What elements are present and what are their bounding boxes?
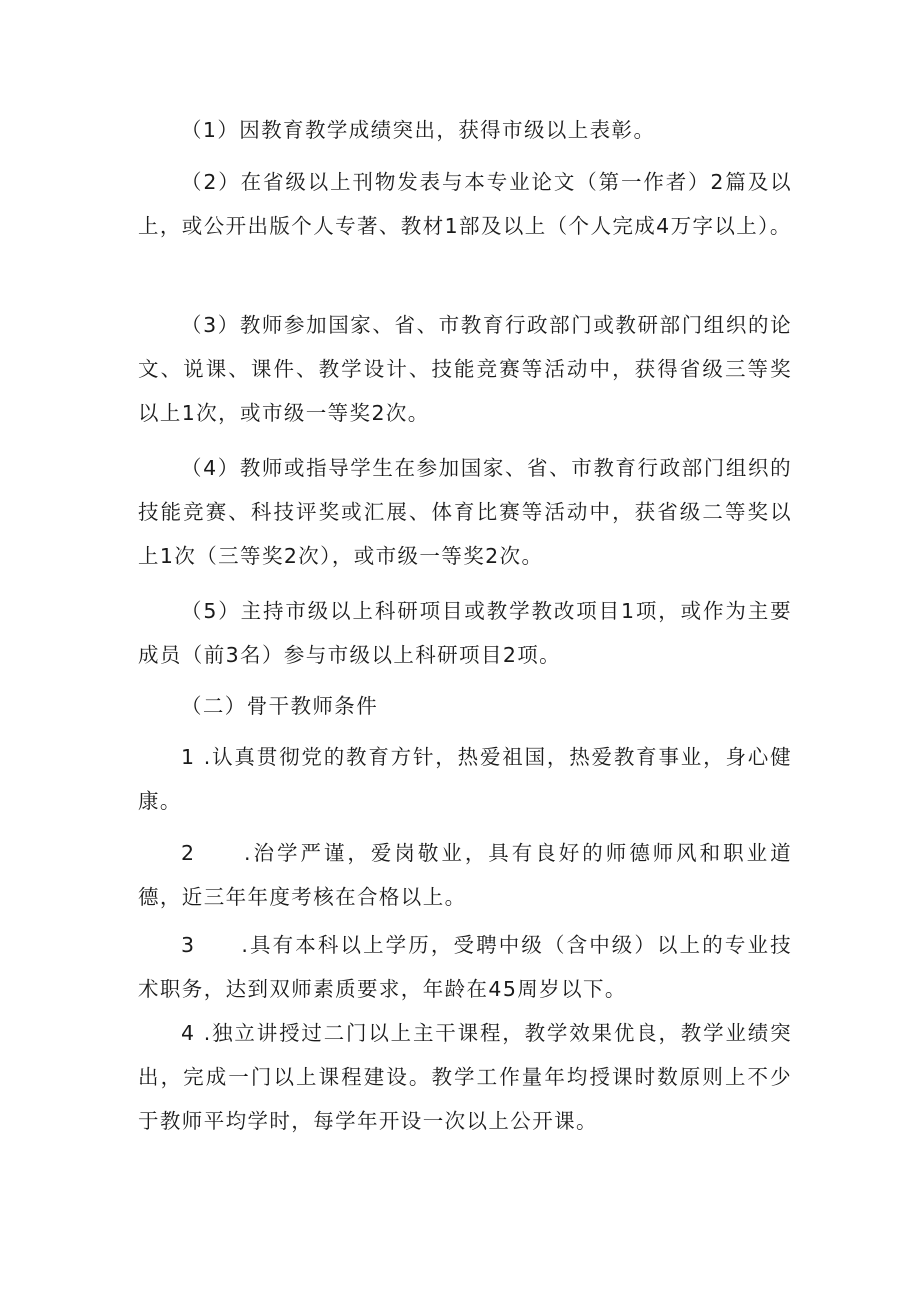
paragraph-student-guidance: （4）教师或指导学生在参加国家、省、市教育行政部门组织的技能竞赛、科技评奖或汇展、体育比赛等活动中，获省级二等奖以上1次（三等奖2次），或市级一等奖2次。 <box>138 456 792 568</box>
condition-item-1: 1 .认真贯彻党的教育方针，热爱祖国，热爱教育事业，身心健康。 <box>138 745 792 813</box>
paragraph-teaching-competitions: （3）教师参加国家、省、市教育行政部门或教研部门组织的论文、说课、课件、教学设计、技能竞赛等活动中，获得省级三等奖以上1次，或市级一等奖2次。 <box>138 313 792 425</box>
condition-item-3: 3 .具有本科以上学历，受聘中级（含中级）以上的专业技术职务，达到双师素质要求，年龄在45周岁以下。 <box>138 933 792 1001</box>
paragraph-publications: （2）在省级以上刊物发表与本专业论文（第一作者）2篇及以上，或公开出版个人专著、教材1部及以上（个人完成4万字以上）。 <box>138 170 792 238</box>
section-heading: （二）骨干教师条件 <box>181 694 379 718</box>
condition-item-2: 2 .治学严谨，爱岗敬业，具有良好的师德师风和职业道德，近三年年度考核在合格以上。 <box>138 841 792 909</box>
paragraph-research-projects: （5）主持市级以上科研项目或教学教改项目1项，或作为主要成员（前3名）参与市级以上科研项目2项。 <box>138 599 792 667</box>
paragraph-award-recognition: （1）因教育教学成绩突出，获得市级以上表彰。 <box>181 118 656 142</box>
condition-item-4: 4 .独立讲授过二门以上主干课程，教学效果优良，教学业绩突出，完成一门以上课程建设。教学工作量年均授课时数原则上不少于教师平均学时，每学年开设一次以上公开课。 <box>138 1021 792 1133</box>
